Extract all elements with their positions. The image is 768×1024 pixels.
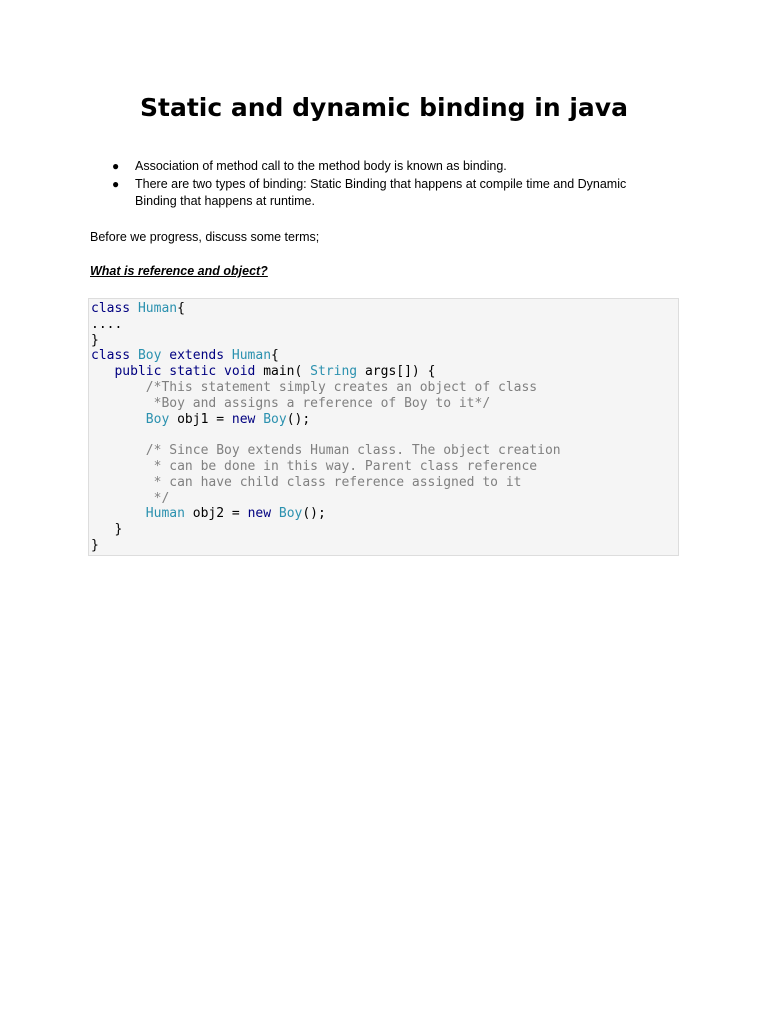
code-line bbox=[91, 412, 678, 428]
code-text: { bbox=[271, 348, 279, 364]
code-keyword: new bbox=[231, 411, 256, 427]
code-type: Human bbox=[137, 301, 178, 316]
code-text: (); bbox=[286, 411, 311, 427]
code-keyword: class bbox=[91, 301, 131, 316]
code-indent bbox=[91, 506, 146, 521]
code-text: obj1 = bbox=[169, 411, 232, 427]
code-text: args[]) { bbox=[357, 364, 436, 380]
code-line: .... bbox=[91, 316, 123, 332]
code-type: String bbox=[310, 364, 358, 380]
bullet-text: Association of method call to the method body is known as binding. bbox=[135, 159, 507, 173]
code-keyword: public static void bbox=[114, 364, 256, 380]
code-text: { bbox=[177, 301, 185, 316]
code-comment: */ bbox=[91, 490, 170, 506]
code-line bbox=[91, 348, 678, 364]
code-comment: * can have child class reference assigned to it bbox=[91, 474, 522, 490]
code-text: (); bbox=[302, 506, 326, 522]
code-line: } bbox=[91, 332, 99, 348]
code-line bbox=[91, 506, 678, 522]
code-line: } bbox=[91, 522, 123, 538]
bullet-text: There are two types of binding: Static Binding that happens at compile time and Dynamic Binding that happens at runtime. bbox=[135, 176, 627, 208]
bullet-icon: ● bbox=[112, 176, 120, 191]
code-comment: * can be done in this way. Parent class reference bbox=[91, 458, 538, 474]
code-comment: /* Since Boy extends Human class. The object creation bbox=[91, 443, 561, 459]
code-comment: *Boy and assigns a reference of Boy to it*/ bbox=[91, 395, 491, 411]
code-text: obj2 = bbox=[184, 506, 248, 522]
code-line bbox=[91, 364, 678, 380]
code-type: Boy bbox=[137, 348, 162, 364]
code-keyword: new bbox=[247, 506, 272, 522]
code-line bbox=[91, 301, 678, 317]
bullet-icon: ● bbox=[112, 159, 120, 173]
code-type: Boy bbox=[263, 411, 287, 427]
code-keyword: extends bbox=[169, 348, 225, 364]
intro-paragraph: Before we progress, discuss some terms; bbox=[90, 230, 320, 244]
code-indent bbox=[91, 412, 146, 427]
code-keyword: class bbox=[91, 348, 131, 364]
section-subheading: What is reference and object? bbox=[90, 264, 268, 278]
code-indent bbox=[91, 364, 114, 379]
code-blank-line bbox=[91, 427, 678, 443]
list-item bbox=[90, 176, 650, 211]
code-comment: /*This statement simply creates an object of class bbox=[91, 379, 538, 395]
bullet-list bbox=[90, 158, 650, 211]
code-text: main( bbox=[255, 364, 311, 380]
code-type: Human bbox=[145, 506, 185, 522]
page-title: Static and dynamic binding in java bbox=[140, 93, 628, 122]
code-type: Human bbox=[231, 348, 272, 364]
code-line: } bbox=[91, 537, 99, 553]
list-item bbox=[90, 158, 650, 176]
code-block bbox=[88, 298, 679, 556]
code-type: Boy bbox=[145, 411, 170, 427]
code-type: Boy bbox=[278, 506, 303, 522]
